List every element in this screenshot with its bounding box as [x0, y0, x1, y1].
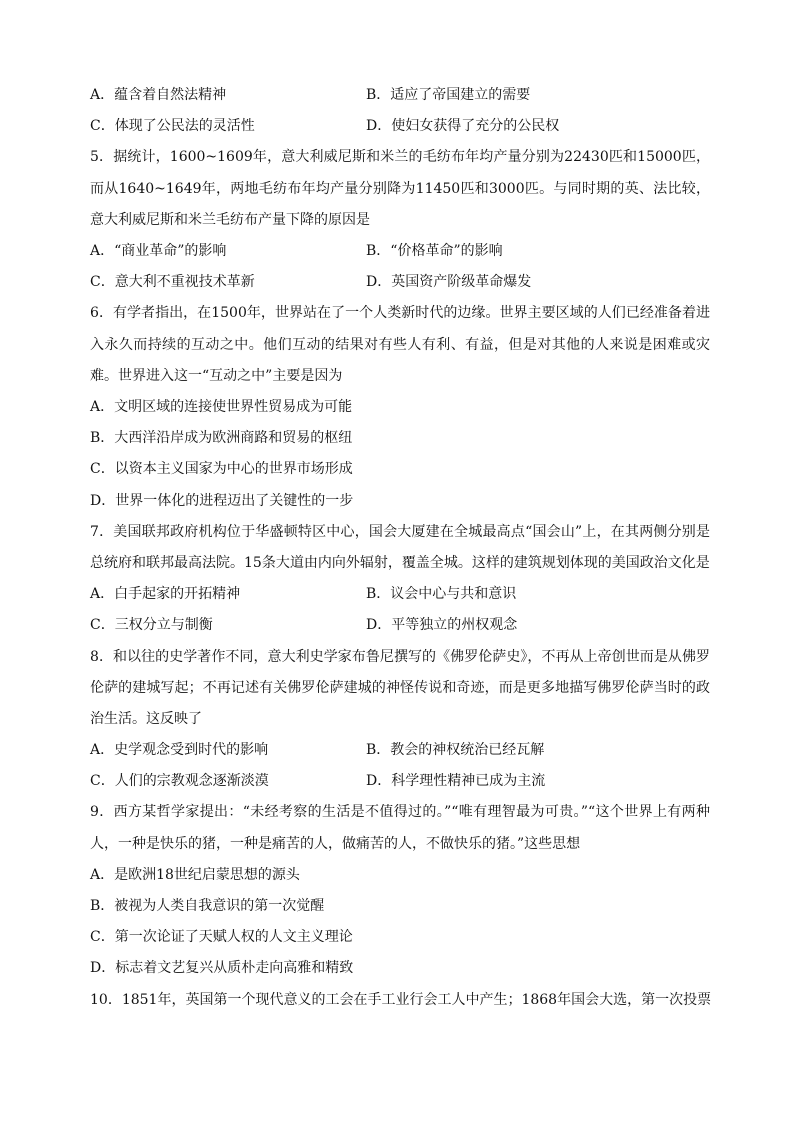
option-row [90, 80, 710, 111]
answer-option: D．标志着文艺复兴从质朴走向高雅和精致 [90, 960, 354, 977]
answer-option: D．平等独立的州权观念 [366, 617, 518, 634]
answer-option: B．“价格革命”的影响 [366, 242, 503, 259]
option-row [90, 111, 710, 142]
answer-option: B．被视为人类自我意识的第一次觉醒 [90, 898, 325, 915]
question-stem: 8．和以往的史学著作不同，意大利史学家布鲁尼撰写的《佛罗伦萨史》，不再从上帝创世而是从佛罗伦萨的建城写起；不再记述有关佛罗伦萨建城的神怪传说和奇迹，而是更多地描写佛罗伦萨当时的政治生活。这反映了 [90, 648, 710, 727]
option-row [90, 579, 710, 610]
option-row [90, 267, 710, 298]
question-stem: 6．有学者指出，在1500年，世界站在了一个人类新时代的边缘。世界主要区域的人们已经准备着进入永久而持续的互动之中。他们互动的结果对有些人有利、有益，但是对其他的人来说是困难或灾难。世界进入这一“互动之中”主要是因为 [90, 305, 710, 384]
answer-option: A．“商业革命”的影响 [90, 242, 227, 259]
answer-option: C．第一次论证了天赋人权的人文主义理论 [90, 929, 353, 946]
answer-option: A．史学观念受到时代的影响 [90, 742, 269, 759]
option-row [90, 236, 710, 267]
exam-page [90, 80, 710, 1016]
answer-option: D．使妇女获得了充分的公民权 [366, 118, 560, 135]
answer-option: B．议会中心与共和意识 [366, 586, 517, 603]
answer-option: C．体现了公民法的灵活性 [90, 118, 255, 135]
answer-option: D．科学理性精神已成为主流 [366, 773, 546, 790]
answer-option: B．教会的神权统治已经瓦解 [366, 742, 545, 759]
option-row [90, 766, 710, 797]
question-stem: 5．据统计，1600~1609年，意大利威尼斯和米兰的毛纺布年均产量分别为22430匹和15000匹，而从1640~1649年，两地毛纺布年均产量分别降为11450匹和3000匹。与同时期的英、法比较，意大利威尼斯和米兰毛纺布产量下降的原因是 [90, 149, 710, 228]
answer-option: A．白手起家的开拓精神 [90, 586, 241, 603]
answer-option: B．大西洋沿岸成为欧洲商路和贸易的枢纽 [90, 430, 353, 447]
question-stem: 9．西方某哲学家提出：“未经考察的生活是不值得过的。”“唯有理智最为可贵。”“这个世界上有两种人，一种是快乐的猪，一种是痛苦的人，做痛苦的人，不做快乐的猪。”这些思想 [90, 804, 710, 852]
answer-option: C．以资本主义国家为中心的世界市场形成 [90, 461, 353, 478]
answer-option: C．三权分立与制衡 [90, 617, 213, 634]
answer-option: C．人们的宗教观念逐渐淡漠 [90, 773, 269, 790]
answer-option: 10．1851年，英国第一个现代意义的工会在手工业行会工人中产生；1868年国会大选，第一次投票 [90, 991, 712, 1008]
answer-option: A．是欧洲18世纪启蒙思想的源头 [90, 866, 300, 883]
question-stem: 7．美国联邦政府机构位于华盛顿特区中心，国会大厦建在全城最高点“国会山”上，在其两侧分别是总统府和联邦最高法院。15条大道由内向外辐射，覆盖全城。这样的建筑规划体现的美国政治文化是 [90, 523, 710, 571]
answer-option: A．文明区域的连接使世界性贸易成为可能 [90, 398, 353, 415]
answer-option: D．世界一体化的进程迈出了关键性的一步 [90, 492, 354, 509]
answer-option: A．蕴含着自然法精神 [90, 87, 227, 103]
answer-option: D．英国资产阶级革命爆发 [366, 274, 532, 291]
option-row [90, 735, 710, 766]
answer-option: B．适应了帝国建立的需要 [366, 87, 531, 103]
answer-option: C．意大利不重视技术革新 [90, 274, 255, 291]
option-row [90, 610, 710, 641]
